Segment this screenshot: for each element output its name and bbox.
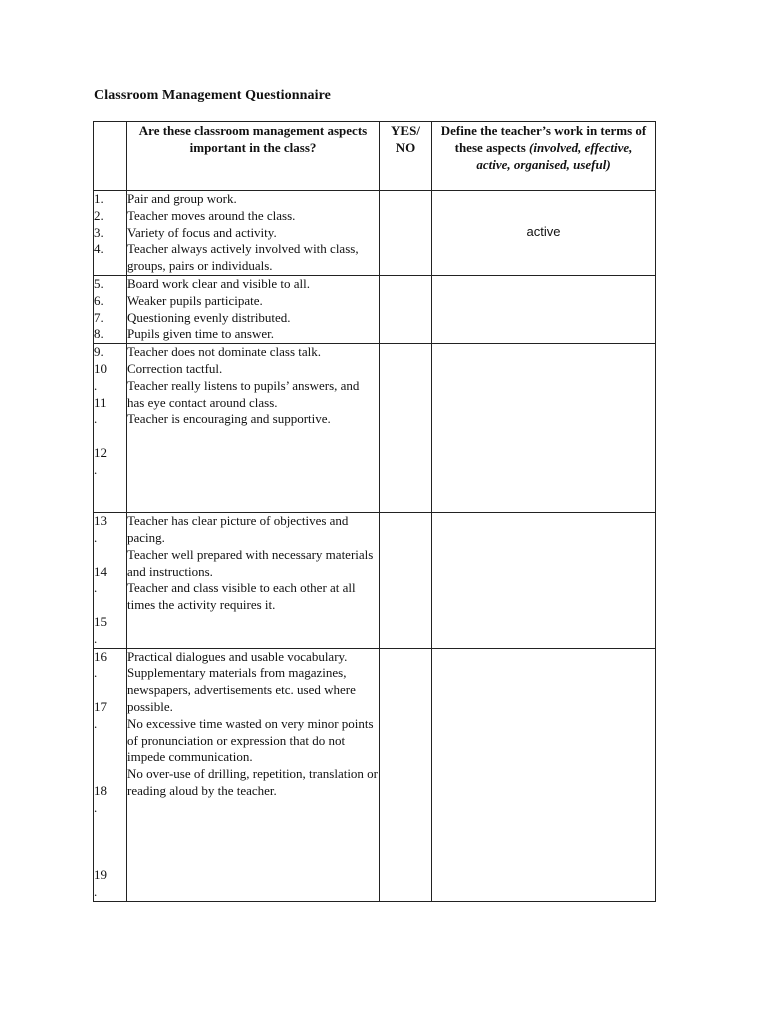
header-define: Define the teacher’s work in terms of these aspects	[440, 123, 647, 155]
aspect-item: Teacher well prepared with necessary materials and instructions.	[127, 546, 374, 579]
aspect-item: Variety of focus and activity.	[127, 224, 277, 240]
aspect-item: Practical dialogues and usable vocabulary.	[127, 648, 348, 664]
define-cell[interactable]	[432, 191, 656, 276]
aspect-item: Teacher always actively involved with class, groups, pairs or individuals.	[127, 241, 359, 274]
define-value: active	[526, 224, 561, 239]
aspect-item: Teacher is encouraging and supportive.	[127, 411, 331, 427]
item-number	[94, 428, 126, 445]
item-number: .	[94, 630, 98, 646]
item-number: 10	[94, 360, 107, 376]
item-number: .	[94, 883, 98, 899]
aspect-item: Supplementary materials from magazines, newspapers, advertisements etc. used where possible.	[127, 665, 356, 714]
item-number: 6.	[94, 292, 104, 308]
item-number: .	[94, 411, 98, 427]
aspects-cell	[127, 344, 380, 513]
item-number: 13	[94, 513, 107, 529]
table-row	[94, 275, 656, 343]
aspect-item: Questioning evenly distributed.	[127, 309, 291, 325]
define-cell[interactable]	[432, 275, 656, 343]
table-row	[94, 344, 656, 513]
item-number: 15	[94, 613, 107, 629]
item-number	[94, 733, 126, 750]
header-yes-no-cell	[380, 122, 432, 191]
item-number: .	[94, 529, 98, 545]
item-number: 8.	[94, 326, 104, 342]
define-cell[interactable]	[432, 513, 656, 648]
item-number: 3.	[94, 224, 104, 240]
item-number	[94, 547, 126, 564]
item-number: 11	[94, 394, 107, 410]
table-row	[94, 648, 656, 901]
yes-no-cell[interactable]	[380, 648, 432, 901]
item-number: 14	[94, 563, 107, 579]
item-numbers-cell	[94, 275, 127, 343]
aspects-cell	[127, 191, 380, 276]
item-number: 19	[94, 866, 107, 882]
item-number: 5.	[94, 275, 104, 291]
yes-no-cell[interactable]	[380, 275, 432, 343]
header-aspects-cell	[127, 122, 380, 191]
header-define-options: (involved, effective, active, organised, useful)	[476, 139, 633, 172]
item-number	[94, 850, 126, 867]
aspects-cell	[127, 275, 380, 343]
yes-no-cell[interactable]	[380, 191, 432, 276]
define-cell[interactable]	[432, 344, 656, 513]
item-number: 18	[94, 782, 107, 798]
aspect-item: No excessive time wasted on very minor points of pronunciation or expression that do not impede communication.	[127, 715, 374, 765]
item-number	[94, 682, 126, 699]
item-numbers-cell	[94, 513, 127, 648]
item-number: 16	[94, 648, 107, 664]
item-numbers-cell	[94, 344, 127, 513]
item-number	[94, 766, 126, 783]
aspect-item: Board work clear and visible to all.	[127, 275, 311, 291]
item-number	[94, 749, 126, 766]
item-number: 1.	[94, 191, 104, 206]
aspect-item: No over-use of drilling, repetition, translation or reading aloud by the teacher.	[127, 766, 379, 798]
item-number: 12	[94, 444, 107, 460]
item-number	[94, 597, 126, 614]
header-number-cell	[94, 122, 127, 191]
item-numbers-cell	[94, 191, 127, 276]
aspect-item: Pupils given time to answer.	[127, 326, 274, 342]
questionnaire-table	[93, 121, 656, 902]
aspect-item: Teacher does not dominate class talk.	[127, 344, 322, 360]
aspect-item: Teacher moves around the class.	[127, 207, 296, 223]
yes-no-cell[interactable]	[380, 513, 432, 648]
item-number: .	[94, 799, 98, 815]
item-numbers-cell	[94, 648, 127, 901]
aspect-item: Teacher has clear picture of objectives and pacing.	[127, 513, 349, 545]
table-row	[94, 513, 656, 648]
item-number: 4.	[94, 241, 104, 257]
aspect-item: Weaker pupils participate.	[127, 292, 263, 308]
item-number: 2.	[94, 207, 104, 223]
aspect-item: Pair and group work.	[127, 191, 237, 206]
item-number: 9.	[94, 344, 104, 360]
item-number: .	[94, 377, 98, 393]
aspect-item: Teacher and class visible to each other at all times the activity requires it.	[127, 580, 356, 613]
aspects-cell	[127, 513, 380, 648]
aspect-item: Teacher really listens to pupils’ answers, and has eye contact around class.	[127, 377, 360, 410]
item-number: .	[94, 665, 98, 681]
item-number: .	[94, 461, 98, 477]
item-number: .	[94, 580, 98, 596]
yes-no-cell[interactable]	[380, 344, 432, 513]
item-number: .	[94, 715, 98, 731]
page-title: Classroom Management Questionnaire	[94, 88, 331, 103]
header-row	[94, 122, 656, 191]
header-aspects: Are these classroom management aspects important in the class?	[138, 123, 368, 155]
header-define-cell	[432, 122, 656, 191]
aspect-item: Correction tactful.	[127, 360, 223, 376]
aspects-cell	[127, 648, 380, 901]
item-number	[94, 833, 126, 850]
item-number: 7.	[94, 309, 104, 325]
item-number	[94, 817, 126, 834]
item-number: 17	[94, 698, 107, 714]
define-cell[interactable]	[432, 648, 656, 901]
table-row	[94, 191, 656, 276]
header-yes-no: YES/ NO	[391, 123, 420, 155]
